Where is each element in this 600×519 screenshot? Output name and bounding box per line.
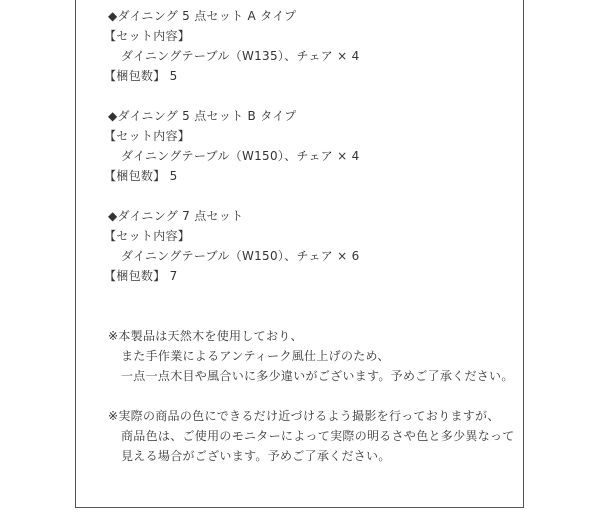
set-7-contents-label: 【セット内容】 [104,229,191,243]
note-1-line-3: 一点一点木目や風合いに多少違いがございます。予めご了承ください。 [121,369,514,383]
note-2-line-3: 見える場合がございます。予めご了承ください。 [121,449,391,463]
set-b-packages: 【梱包数】 5 [104,169,178,183]
set-a-contents: ダイニングテーブル（W135）、チェア × 4 [121,49,360,63]
note-2-line-1: ※実際の商品の色にできるだけ近づけるよう撮影を行っておりますが、 [108,409,500,423]
set-b-title: ◆ダイニング 5 点セット B タイプ [108,109,297,123]
set-7-packages: 【梱包数】 7 [104,269,178,283]
set-b-contents: ダイニングテーブル（W150）、チェア × 4 [121,149,360,163]
set-a-packages: 【梱包数】 5 [104,69,178,83]
note-2-line-2: 商品色は、ご使用のモニターによって実際の明るさや色と多少異なって [121,429,515,443]
note-1-line-1: ※本製品は天然木を使用しており、 [108,329,303,343]
set-7-contents: ダイニングテーブル（W150）、チェア × 6 [121,249,360,263]
set-a-title: ◆ダイニング 5 点セット A タイプ [108,9,297,23]
note-1-line-2: また手作業によるアンティーク風仕上げのため、 [121,349,390,363]
set-7-title: ◆ダイニング 7 点セット [108,209,244,223]
set-a-contents-label: 【セット内容】 [104,29,191,43]
set-b-contents-label: 【セット内容】 [104,129,191,143]
